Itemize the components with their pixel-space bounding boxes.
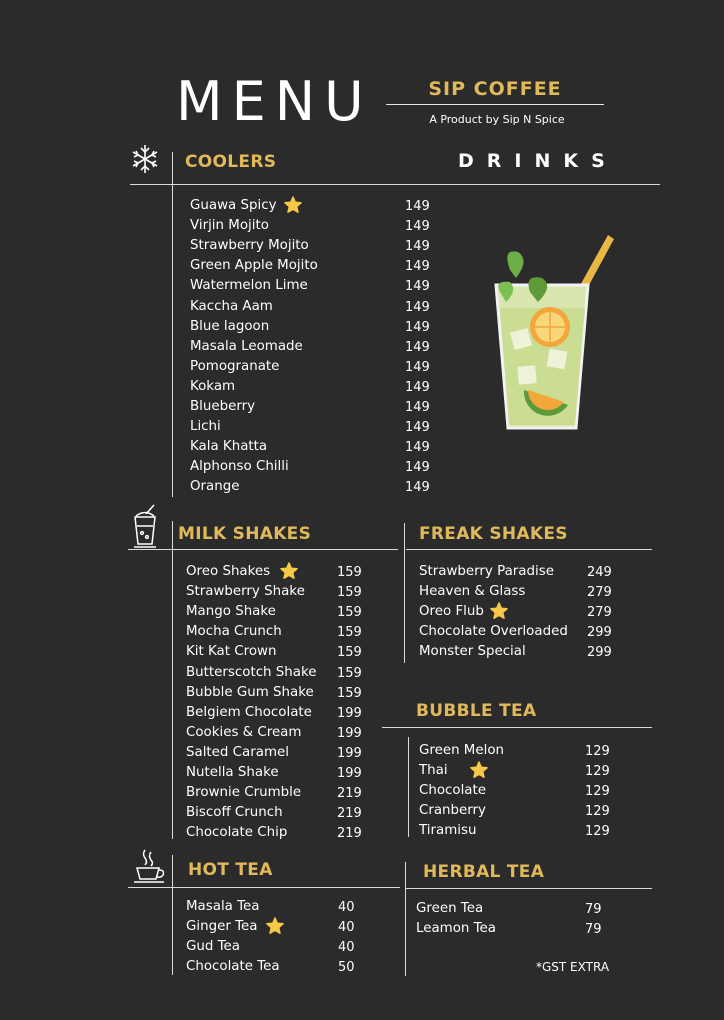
menu-item-price: 159 [337,565,362,580]
menu-item-price: 219 [337,806,362,822]
menu-item-price: 279 [587,605,612,621]
menu-item-name: Guawa Spicy [190,198,277,213]
menu-item-name: Tiramisu [419,823,477,839]
menu-item-name: Chocolate [419,783,486,799]
menu-item-name: Alphonso Chilli [190,459,289,475]
menu-item-name: Green Melon [419,743,504,758]
menu-item-name: Mocha Crunch [186,624,282,640]
section-title-freak-shakes: FREAK SHAKES [419,524,568,544]
menu-item-name: Oreo Flub [419,604,484,620]
menu-item-price: 149 [405,279,430,295]
menu-item-price: 50 [338,960,355,975]
menu-item-price: 129 [585,764,610,780]
brand-tagline: A Product by Sip N Spice [429,113,565,126]
menu-item-name: Watermelon Lime [190,278,308,294]
menu-item-price: 149 [405,259,430,275]
vertical-divider-freak-shakes [404,523,405,663]
section-title-coolers: COOLERS [185,152,277,172]
tea-cup-icon [133,848,167,884]
menu-item-price: 129 [585,824,610,840]
star-icon [280,562,298,580]
menu-item-name: Butterscotch Shake [186,664,317,680]
menu-item-price: 159 [337,605,362,621]
menu-item-name: Chocolate Overloaded [419,624,568,640]
menu-item-name: Thai [419,763,448,779]
menu-item-price: 249 [587,565,612,580]
menu-item-price: 149 [405,219,430,235]
menu-item-price: 79 [585,922,602,937]
menu-item-name: Biscoff Crunch [186,805,283,821]
divider-bubble-tea [382,727,652,728]
mojito-glass-icon [490,230,620,435]
menu-item-name: Ginger Tea [186,919,258,934]
menu-item-name: Bubble Gum Shake [186,684,314,700]
divider-coolers [130,184,660,185]
menu-item-name: Masala Leomade [190,338,303,354]
menu-item-name: Kala Khatta [190,439,268,455]
menu-item-name: Orange [190,479,240,495]
menu-item-price: 149 [405,400,430,415]
menu-item-name: Cranberry [419,803,486,819]
menu-item-name: Heaven & Glass [419,584,526,600]
menu-item-price: 299 [587,625,612,641]
menu-item-price: 159 [337,585,362,601]
menu-item-name: Kit Kat Crown [186,644,277,660]
vertical-divider-hot-tea [172,855,173,975]
menu-item-name: Kokam [190,378,236,394]
menu-item-price: 40 [338,940,355,955]
section-title-bubble-tea: BUBBLE TEA [416,701,537,721]
menu-item-name: Kaccha Aam [190,298,273,314]
menu-item-price: 40 [338,920,355,935]
menu-item-price: 159 [337,645,362,661]
menu-item-price: 149 [405,420,430,436]
menu-item-price: 199 [337,745,362,761]
menu-item-name: Chocolate Chip [186,825,288,841]
menu-item-name: Leamon Tea [416,921,496,936]
menu-item-price: 199 [337,705,362,721]
menu-item-price: 149 [405,379,430,395]
menu-item-price: 149 [405,359,430,375]
menu-item-name: Green Tea [416,901,484,916]
menu-item-name: Oreo Shakes [186,564,271,579]
divider-freak-shakes [406,549,652,550]
gst-note: *GST EXTRA [536,960,610,974]
menu-item-price: 279 [587,585,612,601]
menu-item-name: Strawberry Mojito [190,238,309,254]
divider-hot-tea [128,887,400,888]
menu-item-name: Cookies & Cream [186,724,302,740]
brand-name: SIP COFFEE [428,78,562,100]
vertical-divider-herbal-tea [405,862,406,976]
divider-milk-shakes [128,549,398,550]
milkshake-glass-icon [132,504,158,550]
menu-item-name: Chocolate Tea [186,959,280,974]
star-icon [470,761,488,779]
section-title-herbal-tea: HERBAL TEA [423,862,545,882]
menu-item-name: Strawberry Shake [186,584,305,600]
menu-item-name: Virjin Mojito [190,218,269,234]
menu-item-name: Mango Shake [186,604,276,620]
divider-herbal-tea [406,888,652,889]
menu-item-price: 149 [405,339,430,355]
section-title-hot-tea: HOT TEA [188,860,273,880]
menu-item-name: Strawberry Paradise [419,564,554,579]
section-title-milk-shakes: MILK SHAKES [178,524,312,544]
menu-item-price: 40 [338,900,355,915]
menu-item-price: 159 [337,625,362,641]
menu-item-price: 219 [337,786,362,802]
menu-item-price: 199 [337,766,362,781]
menu-item-price: 129 [585,744,610,759]
drinks-label: DRINKS [458,150,618,172]
menu-item-price: 149 [405,319,430,335]
menu-item-name: Lichi [190,419,221,435]
menu-item-price: 149 [405,460,430,476]
menu-item-price: 159 [337,685,362,701]
menu-item-price: 149 [405,480,430,496]
menu-item-name: Belgiem Chocolate [186,704,312,720]
menu-item-name: Pomogranate [190,358,280,374]
menu-item-price: 149 [405,199,430,214]
vertical-divider-bubble-tea [408,737,409,837]
menu-item-price: 299 [587,645,612,661]
star-icon [284,196,302,214]
menu-item-name: Gud Tea [186,939,240,954]
snowflake-icon [130,143,160,175]
menu-title: MENU [176,70,373,133]
menu-item-price: 219 [337,826,362,842]
menu-item-name: Blueberry [190,399,256,414]
menu-item-name: Green Apple Mojito [190,258,318,274]
menu-item-name: Nutella Shake [186,765,279,780]
vertical-divider-milk-shakes [172,521,173,839]
menu-item-name: Masala Tea [186,899,260,914]
menu-item-price: 149 [405,299,430,315]
vertical-divider-coolers [172,152,173,497]
menu-item-name: Monster Special [419,644,526,660]
menu-item-name: Salted Caramel [186,744,289,760]
menu-item-price: 149 [405,440,430,456]
menu-item-price: 129 [585,784,610,800]
menu-item-price: 149 [405,239,430,255]
star-icon [490,602,508,620]
menu-item-price: 129 [585,804,610,820]
menu-item-price: 199 [337,725,362,741]
menu-item-name: Brownie Crumble [186,785,302,801]
menu-item-price: 79 [585,902,602,917]
star-icon [266,917,284,935]
menu-item-price: 159 [337,665,362,681]
menu-item-name: Blue lagoon [190,318,270,334]
brand-divider [386,104,604,105]
